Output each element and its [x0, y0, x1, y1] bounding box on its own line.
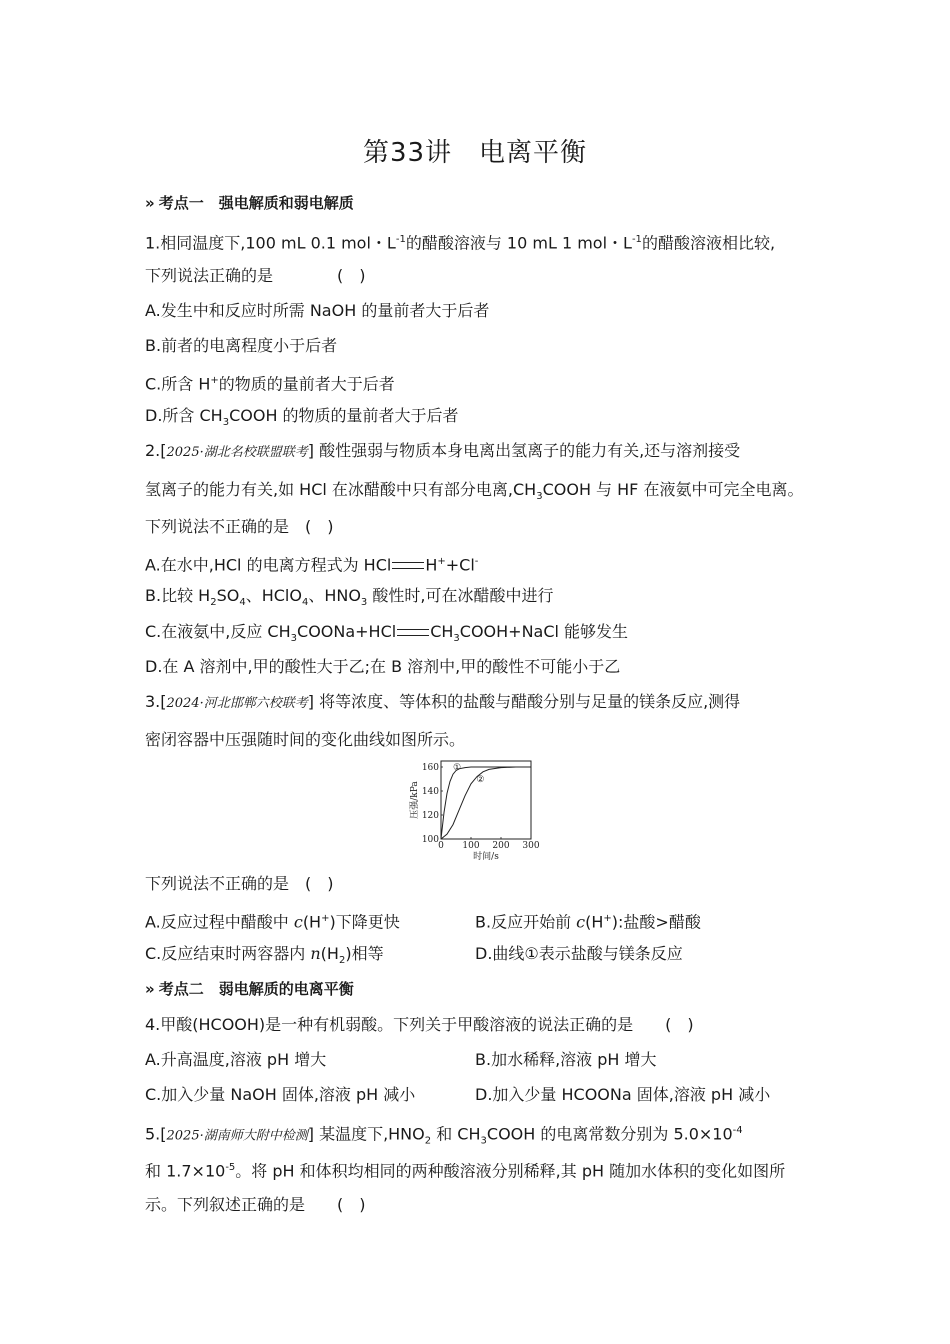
page-title: 第33讲 电离平衡 [362, 138, 588, 168]
question-1-option-c: C.所含 H+的物质的量前者大于后者 [145, 374, 395, 394]
question-2-option-a: A.在水中,HCl 的电离方程式为 HCl H++Cl- [145, 555, 479, 575]
question-5-stem-line2: 和 $1.7\times 10^{-5}$。将 pH 和体积均相同的两种酸溶液分别稀释,其 pH 随加水体积的变化如图所 [145, 1161, 786, 1181]
section-mark-icon: » [145, 194, 155, 212]
chart-labels [409, 763, 540, 862]
x-tick-label: 300 [522, 841, 540, 851]
section-heading-1: » 考点一 强电解质和弱电解质 [145, 194, 354, 212]
series-label-1: ① [453, 763, 462, 773]
section-heading-2: » 考点二 弱电解质的电离平衡 [145, 980, 354, 998]
series-label-2: ② [476, 775, 485, 785]
question-2-option-d: D.在 A 溶剂中,甲的酸性大于乙;在 B 溶剂中,甲的酸性不可能小于乙 [145, 657, 621, 676]
question-4-option-b: B.加水稀释,溶液 pH 增大 [475, 1050, 657, 1069]
question-2-stem-line2: 氢离子的能力有关,如 HCl 在冰醋酸中只有部分电离$,CH_3COOH$ 与 HF 在液氨中可完全电离。 [145, 480, 804, 503]
question-2-option-c: C.在液氨中,反应 $CH_3COONa+HCl$ $CH_3COOH+NaCl$ 能够发生 [145, 622, 629, 645]
question-5-stem-line3: 示。下列叙述正确的是 ( ) [145, 1195, 366, 1214]
question-4-option-c: C.加入少量 NaOH 固体,溶液 pH 减小 [145, 1085, 416, 1104]
x-tick-label: 0 [438, 841, 444, 851]
chart-series [441, 767, 531, 839]
y-tick-label: 120 [421, 811, 439, 821]
question-2-stem-line3: 下列说法不正确的是 ( ) [145, 517, 334, 536]
question-1-stem-line2: 下列说法正确的是 ( ) [145, 266, 366, 285]
question-3-option-c: C.反应结束时两容器内 $n(H_2)$相等 [145, 944, 384, 967]
series-line-1 [441, 767, 531, 839]
question-1-option-a: A.发生中和反应时所需 NaOH 的量前者大于后者 [145, 301, 490, 320]
source-tag: 2025·湖南师大附中检测 [166, 1128, 308, 1144]
source-tag: 2025·湖北名校联盟联考 [166, 445, 308, 460]
section-mark-icon: » [145, 980, 155, 998]
source-tag: 2024·河北邯郸六校联考 [166, 696, 308, 711]
question-1-stem: 1.相同温度下,100 mL 0.1 mol・$L^{-1}$的醋酸溶液与 10 mL 1 mol・$L^{-1}$的醋酸溶液相比较, [145, 233, 776, 253]
question-2-option-b: B.比较 $H_2SO_4$、HClO$_4$、$HNO_3$ 酸性时,可在冰醋酸中进行 [145, 586, 554, 609]
question-3-stem-line2: 密闭容器中压强随时间的变化曲线如图所示。 [145, 730, 466, 749]
question-5-stem: 5.[2025·湖南师大附中检测] 某温度下$,HNO_2$ 和 $CH_3COOH$ 的电离常数分别为 $5.0\times 10^{-4}$ [145, 1124, 743, 1147]
pressure-time-chart [405, 755, 545, 867]
equals-sign-icon [397, 629, 429, 636]
y-tick-label: 100 [421, 835, 439, 845]
x-tick-label: 200 [492, 841, 510, 851]
question-3-option-a: A.反应过程中醋酸中 c(H+)下降更快 [145, 912, 400, 932]
series-line-2 [441, 767, 531, 839]
question-3-option-d: D.曲线①表示盐酸与镁条反应 [475, 944, 683, 963]
equals-sign-icon [392, 562, 424, 569]
x-axis-label: 时间/s [473, 852, 499, 862]
y-tick-label: 140 [421, 787, 439, 797]
x-tick-label: 100 [462, 841, 480, 851]
question-3-stem: 3.[2024·河北邯郸六校联考] 将等浓度、等体积的盐酸与醋酸分别与足量的镁条反应,测得 [145, 692, 741, 711]
question-4-stem: 4.甲酸(HCOOH)是一种有机弱酸。下列关于甲酸溶液的说法正确的是 ( ) [145, 1015, 694, 1034]
y-axis-label: 压强/kPa [410, 781, 420, 819]
y-tick-label: 160 [421, 763, 439, 773]
question-4-option-a: A.升高温度,溶液 pH 增大 [145, 1050, 327, 1069]
question-3-option-b: B.反应开始前 c(H+):盐酸>醋酸 [475, 912, 701, 932]
question-1-option-d: D.所含 $CH_3COOH$ 的物质的量前者大于后者 [145, 406, 459, 429]
question-3-stem-line3: 下列说法不正确的是 ( ) [145, 874, 334, 893]
question-2-stem: 2.[2025·湖北名校联盟联考] 酸性强弱与物质本身电离出氢离子的能力有关,还与溶剂接受 [145, 441, 741, 460]
question-1-option-b: B.前者的电离程度小于后者 [145, 336, 338, 355]
question-4-option-d: D.加入少量 HCOONa 固体,溶液 pH 减小 [475, 1085, 771, 1104]
